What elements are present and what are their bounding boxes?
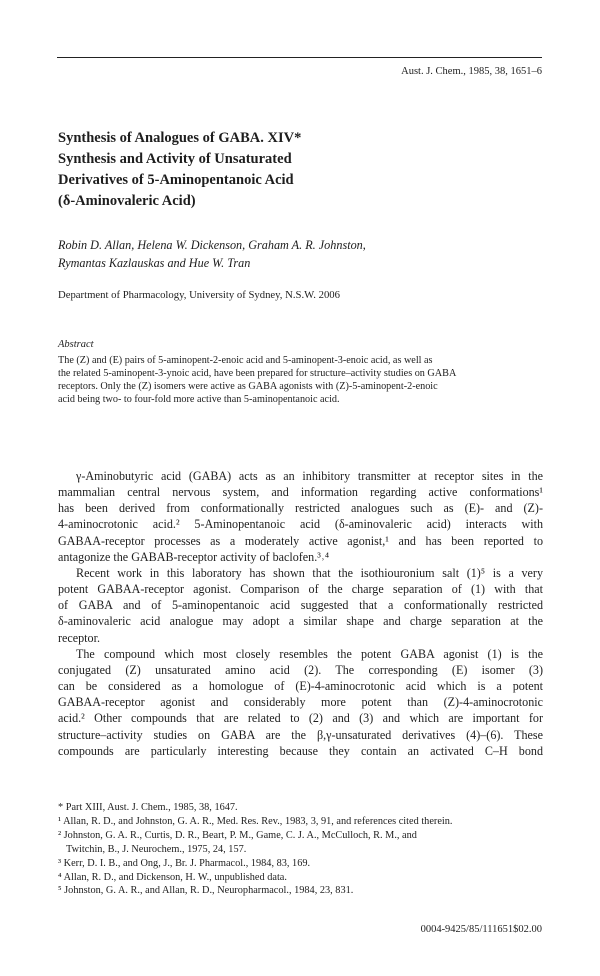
author-line: Rymantas Kazlauskas and Hue W. Tran <box>58 255 251 270</box>
footnote: ³ Kerr, D. I. B., and Ong, J., Br. J. Pharmacol., 1984, 83, 169. <box>58 857 311 869</box>
title-line: Synthesis of Analogues of GABA. XIV* <box>58 130 302 146</box>
body-line: has been derived from conformationally restricted analogues such as (E)- and (Z)- <box>58 501 543 516</box>
article-title <box>58 128 478 212</box>
footnote: ² Johnston, G. A. R., Curtis, D. R., Beart, P. M., Game, C. J. A., McCulloch, R. M., and <box>58 829 417 841</box>
body-line: potent GABAA-receptor agonist. Comparison of the charge separation of (1) with that <box>58 582 543 597</box>
footnote: * Part XIII, Aust. J. Chem., 1985, 38, 1647. <box>58 802 238 813</box>
body-line: GABAA-receptor agonist and considerably more potent than (Z)-4-aminocrotonic <box>58 695 543 710</box>
body-line: δ-aminovaleric acid analogue may adopt a similar shape and charge separation at the <box>58 614 543 629</box>
body-line: can be considered as a homologue of (E)-4-aminocrotonic acid which is a potent <box>58 679 543 694</box>
body-line: GABAA-receptor processes as a moderately active agonist,¹ and has been reported to <box>58 533 543 548</box>
body-line: structure–activity studies on GABA are the β,γ-unsaturated derivatives (4)–(6). These <box>58 727 543 742</box>
running-head <box>401 66 542 77</box>
body-line: The compound which most closely resembles the potent GABA agonist (1) is the <box>76 646 543 661</box>
abstract-line: receptors. Only the (Z) isomers were active as GABA agonists with (Z)-5-aminopent-2-enoic <box>58 380 438 392</box>
footnote: ⁴ Allan, R. D., and Dickenson, H. W., unpublished data. <box>58 871 287 883</box>
body-line: γ-Aminobutyric acid (GABA) acts as an inhibitory transmitter at receptor sites in the <box>76 469 543 483</box>
body-line: antagonize the GABAB-receptor activity of baclofen.³˒⁴ <box>58 549 330 564</box>
affiliation: Department of Pharmacology, University of Sydney, N.S.W. 2006 <box>58 289 340 301</box>
footnote: ¹ Allan, R. D., and Johnston, G. A. R., Med. Res. Rev., 1983, 3, 91, and references cited therein. <box>58 815 453 827</box>
body-line: mammalian central nervous system, and information regarding active conformations¹ <box>58 485 543 500</box>
footnote: ⁵ Johnston, G. A. R., and Allan, R. D., Neuropharmacol., 1984, 23, 831. <box>58 885 354 897</box>
article-code: 0004-9425/85/111651$02.00 <box>420 924 542 935</box>
body-line: compounds are particularly interesting because they contain an activated C–H bond <box>58 743 543 758</box>
title-line: Synthesis and Activity of Unsaturated <box>58 151 292 167</box>
body-line: acid.² Other compounds that are related to (2) and (3) and which are important for <box>58 711 543 726</box>
header-rule <box>57 57 542 58</box>
abstract-line: The (Z) and (E) pairs of 5-aminopent-2-enoic acid and 5-aminopent-3-enoic acid, as well as <box>58 355 433 366</box>
title-line: Derivatives of 5-Aminopentanoic Acid <box>58 172 294 188</box>
body-line: of GABA and of 5-aminopentanoic acid suggested that a conformationally restricted <box>58 598 543 613</box>
body-line: receptor. <box>58 630 100 645</box>
body-line: conjugated (Z) unsaturated amino acid (2). The corresponding (E) isomer (3) <box>58 662 543 677</box>
body-line: 4-aminocrotonic acid.² 5-Aminopentanoic acid (δ-aminovaleric acid) interacts with <box>58 517 543 532</box>
body-line: Recent work in this laboratory has shown that the isothiouronium salt (1)⁵ is a very <box>76 565 543 580</box>
body-text <box>58 468 543 759</box>
author-list <box>58 237 528 272</box>
abstract-line: the related 5-aminopent-3-ynoic acid, have been prepared for structure–activity studies on GABA <box>58 367 457 379</box>
running-head-text: Aust. J. Chem., 1985, 38, 1651–6 <box>401 66 542 77</box>
footnote: Twitchin, B., J. Neurochem., 1975, 24, 157. <box>66 843 247 855</box>
abstract-heading: Abstract <box>58 339 94 350</box>
title-line: (δ-Aminovaleric Acid) <box>58 193 196 209</box>
abstract-text <box>58 355 542 407</box>
abstract-line: acid being two- to four-fold more active than 5-aminopentanoic acid. <box>58 393 340 405</box>
footnotes <box>58 801 542 898</box>
author-line: Robin D. Allan, Helena W. Dickenson, Graham A. R. Johnston, <box>58 238 366 252</box>
